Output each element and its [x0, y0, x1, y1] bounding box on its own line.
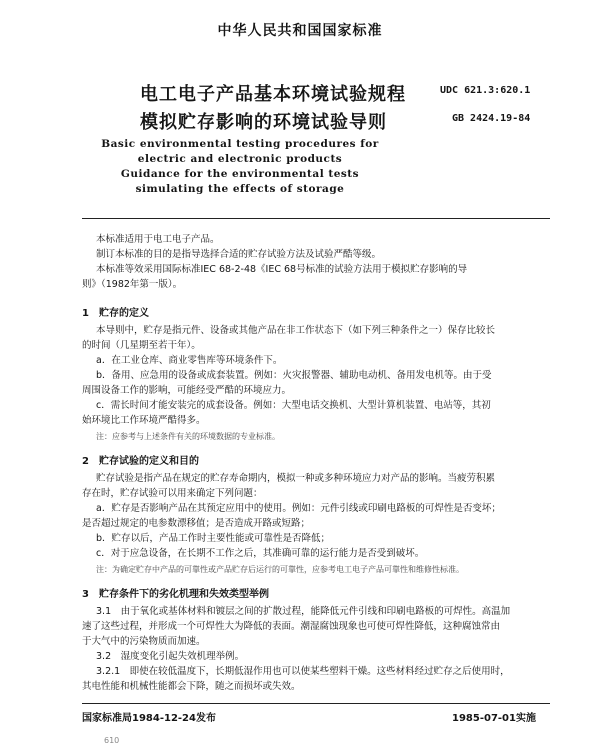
section-line: 始环境比工作环境严酷得多。	[82, 415, 206, 426]
title-zh-line1: 电工电子产品基本环境试验规程	[140, 84, 406, 105]
section-line: 3.2.1 即使在较低温度下，长期低湿作用也可以使某些塑料干燥。这些材料经过贮存之后使用时，	[96, 666, 510, 677]
section-line: c．需长时间才能安装完的成套设备。例如：大型电话交换机、大型计算机装置、电站等，其初	[96, 400, 491, 411]
section-line: 周围设备工作的影响，可能经受严酷的环境应力。	[82, 385, 292, 396]
section-line: a．在工业仓库、商业零售库等环境条件下。	[96, 355, 283, 366]
section-heading: 2 贮存试验的定义和目的	[82, 456, 199, 467]
title-zh-line2: 模拟贮存影响的环境试验导则	[140, 112, 387, 133]
page-number: 610	[104, 736, 120, 745]
title-en-line: simulating the effects of storage	[135, 183, 345, 195]
top-rule	[82, 218, 550, 219]
section-line: 本导则中，贮存是指元件、设备或其他产品在非工作状态下（如下列三种条件之一）保存比较长	[96, 325, 496, 336]
publish-date: 国家标准局1984-12-24发布	[82, 713, 216, 724]
title-en-line: Guidance for the environmental tests	[120, 168, 360, 180]
section-heading: 1 贮存的定义	[82, 308, 149, 319]
section-line: 于大气中的污染物质而加速。	[82, 636, 206, 647]
bottom-rule	[82, 703, 550, 704]
section-line: a．贮存是否影响产品在其预定应用中的使用。例如：元件引线或印刷电路板的可焊性是否变坏；	[96, 503, 501, 514]
section-line: 贮存试验是指产品在规定的贮存寿命期内，模拟一种或多种环境应力对产品的影响。当疲劳积累	[96, 473, 496, 484]
standard-org-header: 中华人民共和国国家标准	[217, 23, 383, 39]
section-line: 是否超过规定的电参数漂移值；是否造成开路或短路；	[82, 518, 311, 529]
section-note: 注：应参考与上述条件有关的环境数据的专业标准。	[96, 432, 280, 441]
title-en-line: electric and electronic products	[137, 153, 343, 165]
section-line: 的时间（几星期至若干年）。	[82, 340, 201, 351]
section-line: 速了这些过程，并形成一个可焊性大为降低的表面。潮湿腐蚀现象也可使可焊性降低，这种腐蚀常由	[82, 621, 501, 632]
intro-line: 本标准适用于电工电子产品。	[96, 234, 220, 245]
section-heading: 3 贮存条件下的劣化机理和失效类型举例	[82, 589, 269, 600]
section-line: 3.1 由于氧化或基体材料和镀层之间的扩散过程，能降低元件引线和印刷电路板的可焊性。高温加	[96, 606, 511, 617]
effective-date: 1985-07-01实施	[452, 713, 536, 724]
section-line: 其电性能和机械性能都会下降，随之而损坏或失效。	[82, 681, 301, 692]
section-note: 注：为确定贮存中产品的可靠性或产品贮存后运行的可靠性，应参考电工电子产品可靠性和维修性标准。	[96, 565, 464, 574]
section-line: 存在时，贮存试验可以用来确定下列问题：	[82, 488, 263, 499]
intro-line: 本标准等效采用国际标准IEC 68-2-48《IEC 68号标准的试验方法用于模拟贮存影响的导	[96, 264, 468, 275]
gb-code: GB 2424.19-84	[452, 113, 531, 124]
title-en-line: Basic environmental testing procedures for	[101, 138, 379, 150]
udc-code: UDC 621.3:620.1	[440, 85, 531, 96]
section-line: 3.2 湿度变化引起失效机理举例。	[96, 651, 245, 662]
intro-line: 制订本标准的目的是指导选择合适的贮存试验方法及试验严酷等级。	[96, 249, 382, 260]
section-line: b．贮存以后，产品工作时主要性能或可靠性是否降低；	[96, 533, 331, 544]
intro-line: 则》（1982年第一版）。	[82, 279, 183, 290]
section-line: c．对于应急设备，在长期不工作之后，其准确可靠的运行能力是否受到破坏。	[96, 548, 425, 559]
section-line: b．备用、应急用的设备或成套装置。例如：火灾报警器、辅助电动机、备用发电机等。由于受	[96, 370, 492, 381]
